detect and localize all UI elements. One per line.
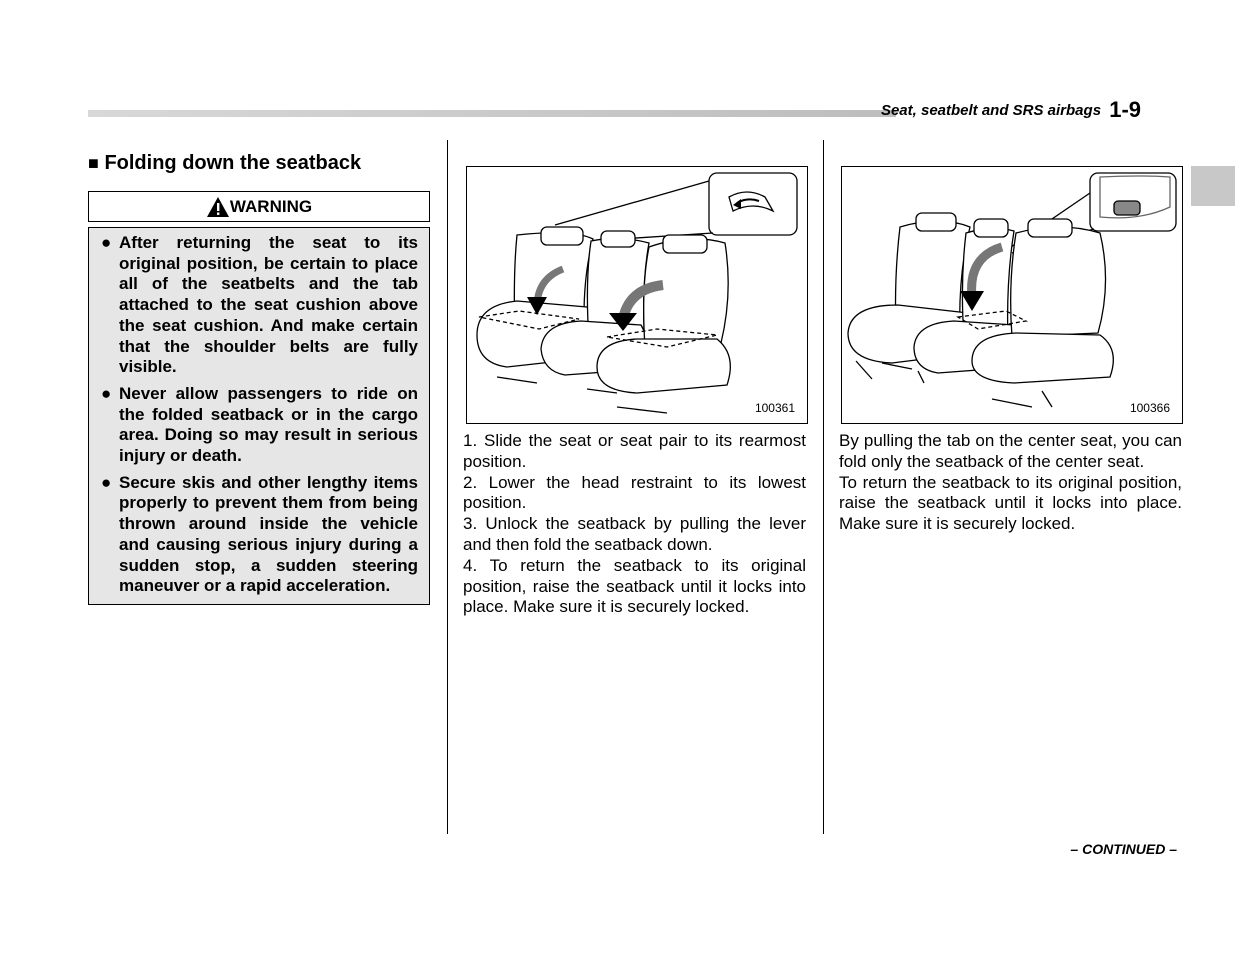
warning-body bbox=[88, 227, 430, 605]
section-heading bbox=[88, 152, 430, 175]
warning-item-text: After returning the seat to its original position, be certain to place all of the seatbelts and the tab attached to the seat cushion above the seat cushion. And make certain that the shoulder belts are fully visible. bbox=[119, 233, 418, 377]
bullet-icon: ● bbox=[101, 233, 112, 252]
warning-item bbox=[99, 233, 418, 378]
rear-seat-fold-illustration-icon bbox=[467, 167, 807, 423]
step-3: 3. Unlock the seatback by pulling the lever and then fold the seatback down. bbox=[463, 514, 806, 554]
center-seat-paragraph: By pulling the tab on the center seat, you can fold only the seatback of the center seat. bbox=[839, 431, 1182, 471]
section-marker: ■ bbox=[88, 153, 99, 173]
center-seat-paragraph: To return the seatback to its original position, raise the seatback until it locks into place. Make sure it is securely locked. bbox=[839, 472, 1182, 534]
column-left bbox=[88, 152, 430, 605]
column-divider-left bbox=[447, 140, 448, 834]
header-rule bbox=[88, 110, 896, 117]
figure-rear-seat-fold bbox=[466, 166, 808, 424]
warning-triangle-icon bbox=[206, 196, 230, 218]
step-2: 2. Lower the head restraint to its lowest position. bbox=[463, 472, 806, 513]
step-4: 4. To return the seatback to its original position, raise the seatback until it locks into place. Make sure it is securely locked. bbox=[463, 555, 806, 617]
figure-id: 100366 bbox=[1129, 401, 1170, 415]
header-section-title: Seat, seatbelt and SRS airbags bbox=[880, 102, 1102, 119]
warning-item bbox=[99, 384, 418, 467]
warning-item-text: Secure skis and other lengthy items properly to prevent them from being thrown around inside the vehicle and causing serious injury during a sudden stop, a sudden steering maneuver or a rapid acceleration. bbox=[119, 472, 418, 596]
warning-item bbox=[99, 473, 418, 597]
warning-header bbox=[88, 191, 430, 222]
figure-center-seat-fold bbox=[841, 166, 1183, 424]
warning-item-text: Never allow passengers to ride on the folded seatback or in the cargo area. Doing so may result in serious injury or death. bbox=[119, 383, 418, 466]
warning-label: WARNING bbox=[229, 196, 313, 216]
bullet-icon: ● bbox=[101, 383, 112, 403]
running-header bbox=[881, 97, 1141, 123]
warning-list bbox=[99, 233, 418, 597]
continued-label: – CONTINUED – bbox=[1070, 841, 1177, 857]
chapter-tab bbox=[1191, 166, 1235, 206]
figure-id: 100361 bbox=[754, 401, 795, 415]
page-number: 1-9 bbox=[1109, 97, 1141, 122]
step-1: 1. Slide the seat or seat pair to its rearmost position. bbox=[463, 431, 806, 471]
center-seat-fold-illustration-icon bbox=[842, 167, 1182, 423]
center-seat-text bbox=[839, 431, 1182, 535]
column-divider-right bbox=[823, 140, 824, 834]
bullet-icon: ● bbox=[101, 472, 112, 492]
steps-text bbox=[463, 431, 806, 618]
section-heading-text: Folding down the seatback bbox=[104, 152, 362, 174]
